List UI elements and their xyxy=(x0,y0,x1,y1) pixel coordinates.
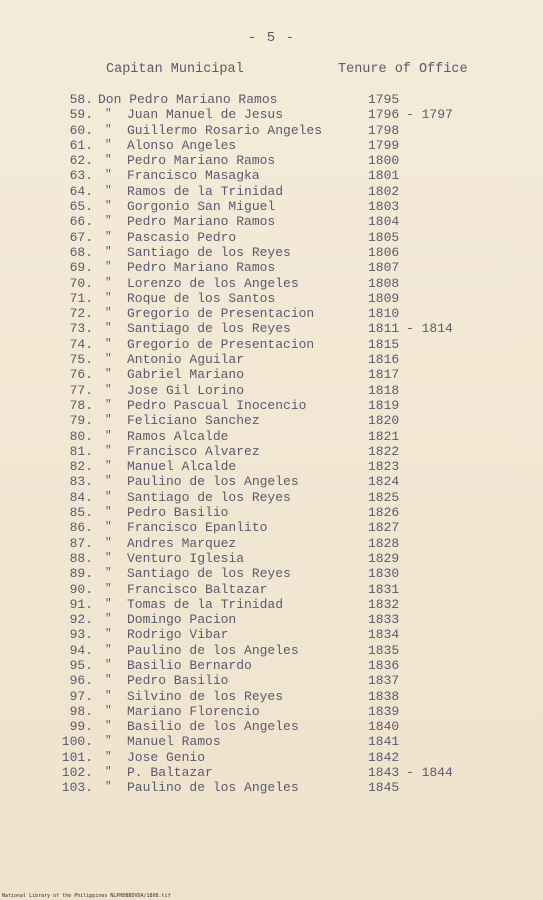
capitan-name: Basilio de los Angeles xyxy=(127,719,299,735)
ditto-mark: " xyxy=(105,429,112,442)
item-number: 102. xyxy=(61,765,93,781)
list-item xyxy=(0,505,543,520)
capitan-name: Pedro Mariano Ramos xyxy=(127,214,276,230)
ditto-mark: " xyxy=(105,398,112,411)
tenure-range-end: - 1797 xyxy=(406,107,453,123)
list-item xyxy=(0,474,543,489)
item-number: 90. xyxy=(69,581,93,597)
ditto-mark: " xyxy=(105,613,112,626)
list-item xyxy=(0,306,543,321)
column-header-capitan-municipal: Capitan Municipal xyxy=(106,62,244,77)
ditto-mark: " xyxy=(105,536,112,549)
capitan-name: Manuel Alcalde xyxy=(127,459,237,475)
list-item xyxy=(0,582,543,597)
ditto-mark: " xyxy=(105,184,112,197)
ditto-mark: " xyxy=(105,551,112,564)
tenure-year: 1801 xyxy=(368,168,400,184)
tenure-year: 1829 xyxy=(368,550,400,566)
list-item xyxy=(0,245,543,260)
capitan-name: Gregorio de Presentacion xyxy=(127,336,315,352)
item-number: 83. xyxy=(69,474,93,490)
item-number: 101. xyxy=(61,749,93,765)
item-number: 91. xyxy=(69,596,93,612)
capitan-name: Santiago de los Reyes xyxy=(127,321,291,337)
capitan-name: Francisco Alvarez xyxy=(127,443,260,459)
tenure-year: 1820 xyxy=(368,413,400,429)
item-number: 70. xyxy=(69,275,93,291)
capitan-name: Gorgonio San Miguel xyxy=(127,199,276,215)
list-item xyxy=(0,459,543,474)
ditto-mark: " xyxy=(105,658,112,671)
tenure-year: 1811 xyxy=(368,321,400,337)
capitan-name: Francisco Masagka xyxy=(127,168,260,184)
list-item xyxy=(0,429,543,444)
capitan-name: Ramos Alcalde xyxy=(127,428,229,444)
item-number: 93. xyxy=(69,627,93,643)
ditto-mark: " xyxy=(105,674,112,687)
list-item xyxy=(0,413,543,428)
item-number: 84. xyxy=(69,489,93,505)
item-number: 82. xyxy=(69,459,93,475)
list-item xyxy=(0,276,543,291)
tenure-year: 1838 xyxy=(368,688,400,704)
capitan-name: Ramos de la Trinidad xyxy=(127,183,284,199)
ditto-mark: " xyxy=(105,337,112,350)
ditto-mark: " xyxy=(105,322,112,335)
tenure-year: 1795 xyxy=(368,92,400,107)
item-number: 72. xyxy=(69,306,93,322)
ditto-mark: " xyxy=(105,353,112,366)
capitan-name: Roque de los Santos xyxy=(127,290,276,306)
list-item xyxy=(0,612,543,627)
tenure-year: 1842 xyxy=(368,749,400,765)
capitan-name: Juan Manuel de Jesus xyxy=(127,107,284,123)
capitan-name: Paulino de los Angeles xyxy=(127,780,299,796)
item-number: 77. xyxy=(69,382,93,398)
capitan-list xyxy=(0,92,543,796)
list-item xyxy=(0,398,543,413)
tenure-year: 1822 xyxy=(368,443,400,459)
item-number: 69. xyxy=(69,260,93,276)
list-item xyxy=(0,765,543,780)
ditto-mark: " xyxy=(105,215,112,228)
capitan-name: Venturo Iglesia xyxy=(127,550,245,566)
tenure-year: 1843 xyxy=(368,765,400,781)
item-number: 85. xyxy=(69,505,93,521)
ditto-mark: " xyxy=(105,735,112,748)
ditto-mark: " xyxy=(105,704,112,717)
capitan-name: Pascasio Pedro xyxy=(127,229,237,245)
tenure-range-end: - 1814 xyxy=(406,321,453,337)
tenure-year: 1832 xyxy=(368,596,400,612)
tenure-year: 1810 xyxy=(368,306,400,322)
item-number: 71. xyxy=(69,290,93,306)
capitan-name: Jose Gil Lorino xyxy=(127,382,245,398)
tenure-year: 1807 xyxy=(368,260,400,276)
tenure-year: 1818 xyxy=(368,382,400,398)
ditto-mark: " xyxy=(105,230,112,243)
tenure-year: 1830 xyxy=(368,566,400,582)
tenure-year: 1819 xyxy=(368,397,400,413)
ditto-mark: " xyxy=(105,567,112,580)
tenure-year: 1837 xyxy=(368,673,400,689)
tenure-year: 1839 xyxy=(368,703,400,719)
list-item xyxy=(0,367,543,382)
capitan-name: Basilio Bernardo xyxy=(127,657,252,673)
tenure-year: 1806 xyxy=(368,244,400,260)
ditto-mark: " xyxy=(105,123,112,136)
item-number: 80. xyxy=(69,428,93,444)
ditto-mark: " xyxy=(105,291,112,304)
ditto-mark: " xyxy=(105,643,112,656)
capitan-name: Alonso Angeles xyxy=(127,137,237,153)
list-item xyxy=(0,230,543,245)
tenure-year: 1804 xyxy=(368,214,400,230)
capitan-name: Pedro Pascual Inocencio xyxy=(127,397,307,413)
list-item xyxy=(0,750,543,765)
item-number: 66. xyxy=(69,214,93,230)
item-number: 88. xyxy=(69,550,93,566)
list-item xyxy=(0,123,543,138)
item-number: 92. xyxy=(69,612,93,628)
tenure-year: 1826 xyxy=(368,505,400,521)
item-number: 98. xyxy=(69,703,93,719)
list-item xyxy=(0,260,543,275)
list-item xyxy=(0,138,543,153)
tenure-year: 1831 xyxy=(368,581,400,597)
item-number: 64. xyxy=(69,183,93,199)
ditto-mark: " xyxy=(105,781,112,794)
capitan-name: Manuel Ramos xyxy=(127,734,221,750)
list-item xyxy=(0,643,543,658)
item-number: 62. xyxy=(69,153,93,169)
capitan-name: Gregorio de Presentacion xyxy=(127,306,315,322)
item-number: 60. xyxy=(69,122,93,138)
capitan-name: Santiago de los Reyes xyxy=(127,244,291,260)
tenure-year: 1802 xyxy=(368,183,400,199)
list-item xyxy=(0,566,543,581)
tenure-year: 1817 xyxy=(368,367,400,383)
item-number: 89. xyxy=(69,566,93,582)
tenure-year: 1840 xyxy=(368,719,400,735)
tenure-year: 1805 xyxy=(368,229,400,245)
ditto-mark: " xyxy=(105,368,112,381)
capitan-name: Lorenzo de los Angeles xyxy=(127,275,299,291)
item-number: 65. xyxy=(69,199,93,215)
tenure-year: 1824 xyxy=(368,474,400,490)
tenure-year: 1815 xyxy=(368,336,400,352)
item-number: 94. xyxy=(69,642,93,658)
list-item xyxy=(0,153,543,168)
capitan-name: Santiago de los Reyes xyxy=(127,566,291,582)
list-item xyxy=(0,536,543,551)
capitan-name: Santiago de los Reyes xyxy=(127,489,291,505)
list-item xyxy=(0,780,543,795)
capitan-name: Andres Marquez xyxy=(127,535,237,551)
list-item xyxy=(0,520,543,535)
tenure-year: 1845 xyxy=(368,780,400,796)
capitan-name: Francisco Epanlito xyxy=(127,520,268,536)
ditto-mark: " xyxy=(105,307,112,320)
item-number: 87. xyxy=(69,535,93,551)
list-item xyxy=(0,734,543,749)
tenure-range-end: - 1844 xyxy=(406,765,453,781)
tenure-year: 1823 xyxy=(368,459,400,475)
capitan-name: Domingo Pacion xyxy=(127,612,237,628)
list-item xyxy=(0,627,543,642)
tenure-year: 1798 xyxy=(368,122,400,138)
tenure-year: 1803 xyxy=(368,199,400,215)
tenure-year: 1836 xyxy=(368,657,400,673)
item-number: 79. xyxy=(69,413,93,429)
ditto-mark: " xyxy=(105,628,112,641)
ditto-mark: " xyxy=(105,245,112,258)
list-item xyxy=(0,184,543,199)
ditto-mark: " xyxy=(105,475,112,488)
tenure-year: 1796 xyxy=(368,107,400,123)
capitan-name: P. Baltazar xyxy=(127,765,213,781)
list-item xyxy=(0,383,543,398)
list-item xyxy=(0,214,543,229)
tenure-year: 1800 xyxy=(368,153,400,169)
ditto-mark: " xyxy=(105,383,112,396)
item-number: 74. xyxy=(69,336,93,352)
item-number: 86. xyxy=(69,520,93,536)
capitan-name: Paulino de los Angeles xyxy=(127,474,299,490)
ditto-mark: " xyxy=(105,766,112,779)
list-item xyxy=(0,444,543,459)
ditto-mark: " xyxy=(105,414,112,427)
item-number: 96. xyxy=(69,673,93,689)
capitan-name: Pedro Basilio xyxy=(127,505,229,521)
capitan-name: Antonio Aguilar xyxy=(127,352,245,368)
list-item xyxy=(0,199,543,214)
ditto-mark: " xyxy=(105,689,112,702)
ditto-mark: " xyxy=(105,720,112,733)
list-item xyxy=(0,490,543,505)
item-number: 73. xyxy=(69,321,93,337)
item-number: 61. xyxy=(69,137,93,153)
tenure-year: 1834 xyxy=(368,627,400,643)
ditto-mark: " xyxy=(105,506,112,519)
ditto-mark: " xyxy=(105,108,112,121)
ditto-mark: " xyxy=(105,521,112,534)
page-number: - 5 - xyxy=(247,30,295,46)
column-header-tenure-of-office: Tenure of Office xyxy=(338,62,468,77)
capitan-name: Paulino de los Angeles xyxy=(127,642,299,658)
ditto-mark: " xyxy=(105,582,112,595)
capitan-name: Gabriel Mariano xyxy=(127,367,245,383)
item-number: 63. xyxy=(69,168,93,184)
list-item xyxy=(0,168,543,183)
list-item xyxy=(0,658,543,673)
capitan-name: Francisco Baltazar xyxy=(127,581,268,597)
item-number: 103. xyxy=(61,780,93,796)
item-number: 99. xyxy=(69,719,93,735)
ditto-mark: " xyxy=(105,490,112,503)
list-item xyxy=(0,107,543,122)
capitan-name: Don Pedro Mariano Ramos xyxy=(98,92,278,107)
capitan-name: Jose Genio xyxy=(127,749,206,765)
tenure-year: 1799 xyxy=(368,137,400,153)
list-item xyxy=(0,597,543,612)
archive-footer: National Library of the Philippines NLPHDBBDVDA/1808.tif xyxy=(2,893,171,899)
item-number: 81. xyxy=(69,443,93,459)
tenure-year: 1808 xyxy=(368,275,400,291)
item-number: 67. xyxy=(69,229,93,245)
capitan-name: Guillermo Rosario Angeles xyxy=(127,122,323,138)
item-number: 95. xyxy=(69,657,93,673)
list-item xyxy=(0,291,543,306)
ditto-mark: " xyxy=(105,261,112,274)
capitan-name: Pedro Basilio xyxy=(127,673,229,689)
capitan-name: Pedro Mariano Ramos xyxy=(127,153,276,169)
tenure-year: 1825 xyxy=(368,489,400,505)
ditto-mark: " xyxy=(105,597,112,610)
capitan-name: Silvino de los Reyes xyxy=(127,688,284,704)
ditto-mark: " xyxy=(105,444,112,457)
ditto-mark: " xyxy=(105,750,112,763)
ditto-mark: " xyxy=(105,154,112,167)
ditto-mark: " xyxy=(105,169,112,182)
tenure-year: 1835 xyxy=(368,642,400,658)
item-number: 59. xyxy=(69,107,93,123)
tenure-year: 1827 xyxy=(368,520,400,536)
list-item xyxy=(0,689,543,704)
capitan-name: Mariano Florencio xyxy=(127,703,260,719)
list-item xyxy=(0,719,543,734)
capitan-name: Pedro Mariano Ramos xyxy=(127,260,276,276)
list-item xyxy=(0,337,543,352)
list-item xyxy=(0,551,543,566)
capitan-name: Tomas de la Trinidad xyxy=(127,596,284,612)
list-item xyxy=(0,321,543,336)
ditto-mark: " xyxy=(105,276,112,289)
list-item xyxy=(0,92,543,107)
capitan-name: Feliciano Sanchez xyxy=(127,413,260,429)
item-number: 78. xyxy=(69,397,93,413)
tenure-year: 1821 xyxy=(368,428,400,444)
item-number: 58. xyxy=(69,92,93,107)
ditto-mark: " xyxy=(105,200,112,213)
tenure-year: 1809 xyxy=(368,290,400,306)
item-number: 68. xyxy=(69,244,93,260)
list-item xyxy=(0,673,543,688)
item-number: 100. xyxy=(61,734,93,750)
tenure-year: 1841 xyxy=(368,734,400,750)
list-item xyxy=(0,704,543,719)
tenure-year: 1833 xyxy=(368,612,400,628)
capitan-name: Rodrigo Vibar xyxy=(127,627,229,643)
item-number: 75. xyxy=(69,352,93,368)
tenure-year: 1828 xyxy=(368,535,400,551)
list-item xyxy=(0,352,543,367)
tenure-year: 1816 xyxy=(368,352,400,368)
ditto-mark: " xyxy=(105,460,112,473)
ditto-mark: " xyxy=(105,138,112,151)
item-number: 97. xyxy=(69,688,93,704)
item-number: 76. xyxy=(69,367,93,383)
